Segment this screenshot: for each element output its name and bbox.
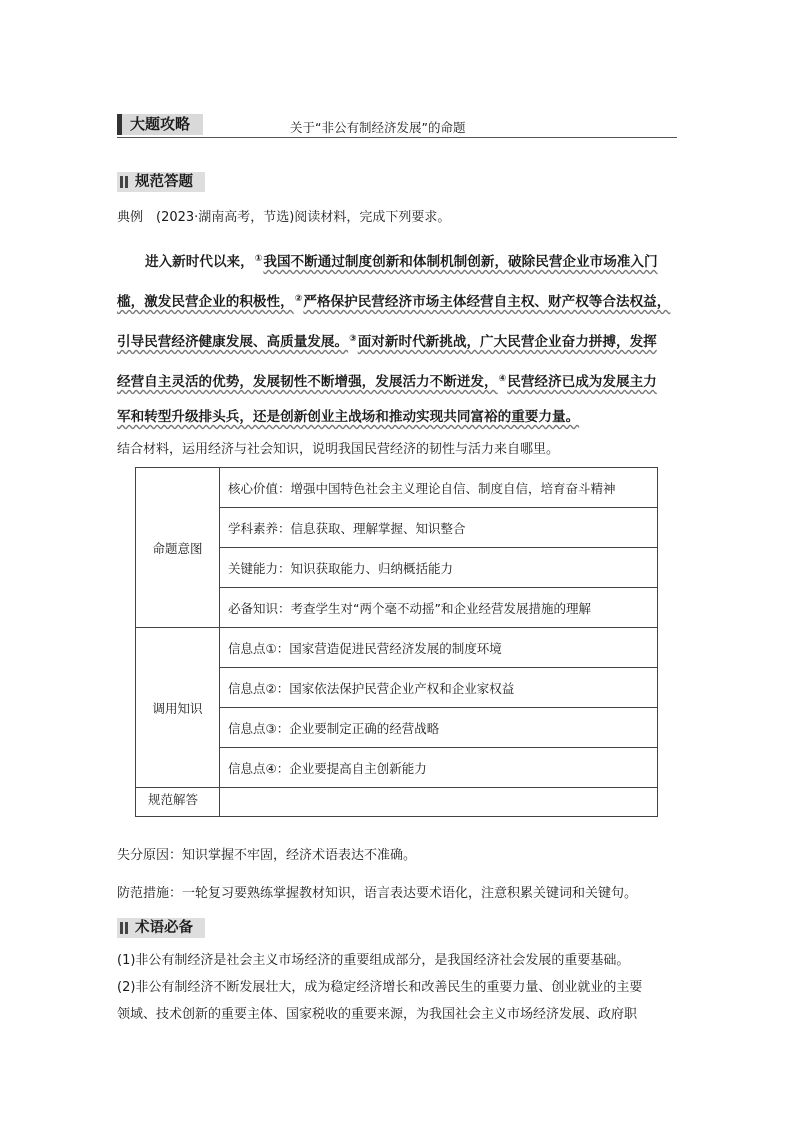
- table-row: [136, 628, 658, 668]
- marker-3: ③: [349, 334, 357, 344]
- table-cell-core-value: 核心价值：增强中国特色社会主义理论自信、制度自信，培育奋斗精神: [220, 468, 658, 508]
- header-divider: [117, 137, 677, 138]
- section-heading-terms: 术语必备: [117, 918, 205, 938]
- material-line-1: [117, 249, 679, 272]
- prevention-measure: 防范措施：一轮复习要熟练掌握教材知识，语言表达要术语化，注意积累关键词和关键句。: [117, 886, 638, 901]
- material-underlined: 面对新时代新挑战，广大民营企业奋力拼搏，发挥: [357, 334, 657, 350]
- table-cell-answer: [220, 788, 658, 817]
- table-category-intent: 命题意图: [136, 468, 220, 628]
- table-cell-info-1: 信息点①：国家营造促进民营经济发展的制度环境: [220, 628, 658, 668]
- header-title: 关于“非公有制经济发展”的命题: [290, 120, 466, 135]
- section-heading-answer: 规范答题: [117, 172, 205, 192]
- table-category-answer: 规范解答: [136, 788, 220, 817]
- material-underlined: 军和转型升级排头兵，还是创新创业主战场和推动实现共同富裕的重要力量。: [117, 409, 580, 425]
- material-underlined: 经营自主灵活的优势，发展韧性不断增强，发展活力不断迸发，: [117, 374, 498, 390]
- term-1: (1)非公有制经济是社会主义市场经济的重要组成部分，是我国经济社会发展的重要基础。: [117, 953, 630, 968]
- material-line-3: [117, 329, 679, 352]
- loss-reason: 失分原因：知识掌握不牢固，经济术语表达不准确。: [117, 848, 417, 863]
- table-cell-ability: 关键能力：知识获取能力、归纳概括能力: [220, 548, 658, 588]
- material-underlined: 我国不断通过制度创新和体制机制创新，破除民营企业市场准入门: [263, 254, 658, 270]
- term-2-line-2: 领域、技术创新的重要主体、国家税收的重要来源，为我国社会主义市场经济发展、政府职: [117, 1007, 638, 1022]
- material-line-5: [117, 407, 679, 427]
- table-row: [136, 788, 658, 817]
- material-underlined: 严格保护民营经济市场主体经营自主权、财产权等合法权益，: [303, 294, 671, 310]
- analysis-table: [135, 467, 658, 817]
- marker-1: ①: [254, 254, 263, 264]
- material-underlined: 引导民营经济健康发展、高质量发展。: [117, 334, 349, 350]
- term-2-line-1: (2)非公有制经济不断发展壮大，成为稳定经济增长和改善民生的重要力量、创业就业的主要: [117, 980, 643, 995]
- question-text: 结合材料，运用经济与社会知识，说明我国民营经济的韧性与活力来自哪里。: [117, 442, 560, 457]
- table-cell-literacy: 学科素养：信息获取、理解掌握、知识整合: [220, 508, 658, 548]
- material-underlined: 民营经济已成为发展主力: [507, 374, 657, 390]
- marker-2: ②: [294, 294, 303, 304]
- header-tag: 大题攻略: [117, 114, 203, 135]
- table-row: [136, 468, 658, 508]
- material-line-2: [117, 289, 679, 312]
- page-header: [117, 114, 677, 139]
- material-text: 进入新时代以来，: [145, 254, 254, 270]
- marker-4: ④: [498, 374, 507, 384]
- material-underlined: 槛，激发民营企业的积极性，: [117, 294, 294, 310]
- table-category-knowledge: 调用知识: [136, 628, 220, 788]
- table-cell-info-4: 信息点④：企业要提高自主创新能力: [220, 748, 658, 788]
- example-intro: 典例 (2023·湖南高考，节选)阅读材料，完成下列要求。: [117, 210, 451, 225]
- table-cell-info-3: 信息点③：企业要制定正确的经营战略: [220, 708, 658, 748]
- table-cell-knowledge: 必备知识：考查学生对“两个毫不动摇”和企业经营发展措施的理解: [220, 588, 658, 628]
- material-line-4: [117, 369, 679, 392]
- table-cell-info-2: 信息点②：国家依法保护民营企业产权和企业家权益: [220, 668, 658, 708]
